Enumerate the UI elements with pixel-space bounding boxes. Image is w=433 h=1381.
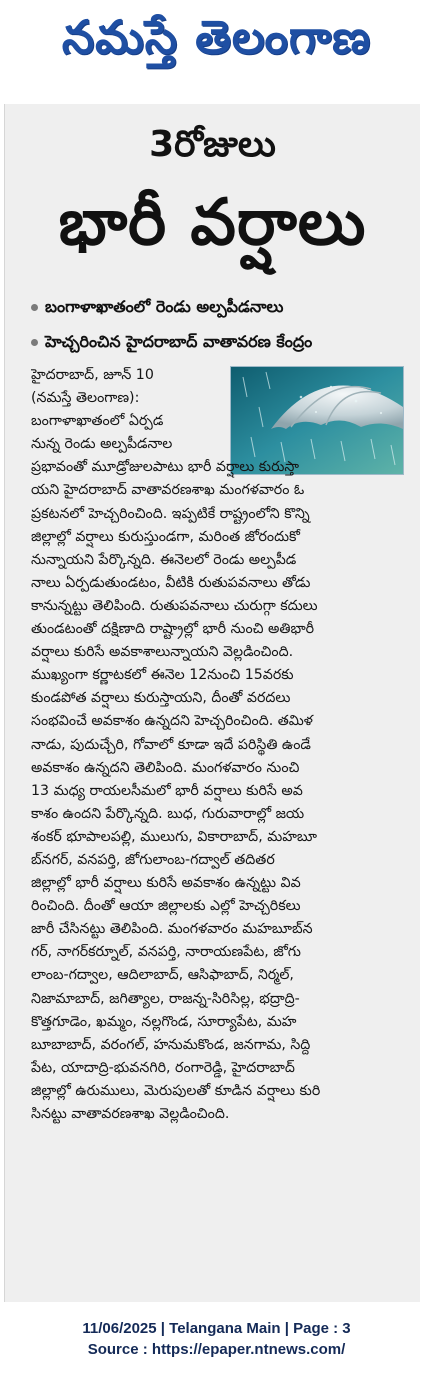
headline-line-1: 3రోజులు bbox=[149, 124, 276, 165]
sub-headline-text: హెచ్చరించిన హైదరాబాద్ వాతావరణ కేంద్రం bbox=[45, 332, 313, 351]
article-line: జిల్లాల్లో ఉరుములు, మెరుపులతో కూడిన వర్షాలు కురి bbox=[31, 1082, 321, 1099]
footer bbox=[0, 1318, 433, 1360]
article-line: సినట్టు వాతావరణశాఖ వెల్లడించింది. bbox=[31, 1106, 230, 1122]
article-line: జారీ చేసినట్టు తెలిపింది. మంగళవారం మహబూబ్‌న bbox=[31, 921, 313, 938]
footer-source: Source : https://epaper.ntnews.com/ bbox=[87, 1341, 346, 1358]
article-line: జిల్లాల్లో వర్షాలు కురుస్తుండగా, మరింత జోరందుకో bbox=[31, 528, 301, 545]
article-line: శంకర్ భూపాలపల్లి, ములుగు, వికారాబాద్, మహబూ bbox=[31, 828, 317, 845]
sub-headline-1 bbox=[31, 297, 283, 320]
article-line: ముఖ్యంగా కర్ణాటకలో ఈనెల 12నుంచి 15వరకు bbox=[31, 667, 294, 684]
article-line: యని హైదరాబాద్ వాతావరణశాఖ మంగళవారం ఓ bbox=[31, 482, 305, 499]
masthead bbox=[0, 0, 433, 86]
article-line: నాలు ఏర్పడుతుండటం, వీటికి రుతుపవనాలు తోడు bbox=[31, 574, 311, 591]
article-line: జిల్లాల్లో భారీ వర్షాలు కురిసే అవకాశం ఉన్నట్టు వివ bbox=[31, 875, 301, 892]
article-line: ప్రకటనలో హెచ్చరించింది. ఇప్పటికే రాష్ట్రంలోని కొన్ని bbox=[31, 505, 310, 522]
article-line: కొత్తగూడెం, ఖమ్మం, నల్లగొండ, సూర్యాపేట, మహ bbox=[31, 1013, 297, 1030]
article-line: బూబాబాద్, వరంగల్, హనుమకొండ, జనగామ, సిద్ది bbox=[31, 1036, 311, 1053]
article-line: గర్, నాగర్‌కర్నూల్, వనపర్తి, నారాయణపేట, జోగు bbox=[31, 944, 301, 961]
article-line: కాశం ఉందని పేర్కొన్నది. బుధ, గురువారాల్లో జయ bbox=[31, 805, 305, 822]
sub-headline-text: బంగాళాఖాతంలో రెండు అల్పపీడనాలు bbox=[45, 297, 284, 316]
article-line: బ్‌నగర్, వనపర్తి, జోగులాంబ-గద్వాల్ తదితర bbox=[31, 851, 275, 868]
headline-line-2: భారీ వర్షాలు bbox=[58, 186, 367, 260]
article-line: 13 మధ్య రాయలసీమలో భారీ వర్షాలు కురిసే అవ bbox=[31, 782, 303, 799]
article-line: హైదరాబాద్, జూన్ 10 bbox=[31, 367, 154, 383]
sub-headline-2 bbox=[31, 332, 312, 355]
article-line: నిజామాబాద్, జగిత్యాల, రాజన్న-సిరిసిల్ల, భద్రాద్రి- bbox=[31, 990, 300, 1007]
article-body bbox=[31, 364, 401, 1126]
article-line: అవకాశం ఉన్నదని తెలిపింది. మంగళవారం నుంచి bbox=[31, 759, 300, 776]
article-line: నున్న రెండు అల్పపీడనాల bbox=[31, 436, 173, 453]
article-line: రించింది. దీంతో ఆయా జిల్లాలకు ఎల్లో హెచ్చరికలు bbox=[31, 898, 301, 915]
article-line: పేట, యాదాద్రి-భువనగిరి, రంగారెడ్డి, హైదరాబాద్ bbox=[31, 1059, 295, 1076]
article-line: సంభవించే అవకాశం ఉన్నదని హెచ్చరించింది. తమిళ bbox=[31, 713, 313, 730]
footer-edition-info: 11/06/2025 | Telangana Main | Page : 3 bbox=[82, 1320, 351, 1337]
article-line: నాడు, పుదుచ్చేరి, గోవాలో కూడా ఇదే పరిస్థితి ఉండే bbox=[31, 736, 311, 753]
article-line: కుండపోత వర్షాలు కురుస్తాయని, దీంతో వరదలు bbox=[31, 690, 291, 707]
news-clipping bbox=[4, 104, 420, 1302]
article-line: తుండటంతో దక్షిణాది రాష్ట్రాల్లో భారీ నుంచి అతిభారీ bbox=[31, 621, 315, 638]
masthead-title: నమస్తే తెలంగాణ bbox=[61, 10, 372, 64]
article-line: కానున్నట్టు తెలిపింది. రుతుపవనాలు చురుగ్గా కదులు bbox=[31, 597, 318, 614]
article-line: (నమస్తే తెలంగాణ): bbox=[31, 390, 140, 407]
article-line: బంగాళాఖాతంలో ఏర్పడ bbox=[31, 413, 164, 430]
article-line: ప్రభావంతో మూడ్రోజులపాటు భారీ వర్షాలు కురుస్తా bbox=[31, 459, 300, 476]
article-line: వర్షాలు కురిసే అవకాశాలున్నాయని వెల్లడించింది. bbox=[31, 644, 294, 661]
article-line: లాంబ-గద్వాల, ఆదిలాబాద్, ఆసిఫాబాద్, నిర్మల్, bbox=[31, 967, 294, 984]
article-line: నున్నాయని పేర్కొన్నది. ఈనెలలో రెండు అల్పపీడ bbox=[31, 551, 297, 568]
bullet-icon bbox=[31, 339, 38, 346]
bullet-icon bbox=[31, 304, 38, 311]
